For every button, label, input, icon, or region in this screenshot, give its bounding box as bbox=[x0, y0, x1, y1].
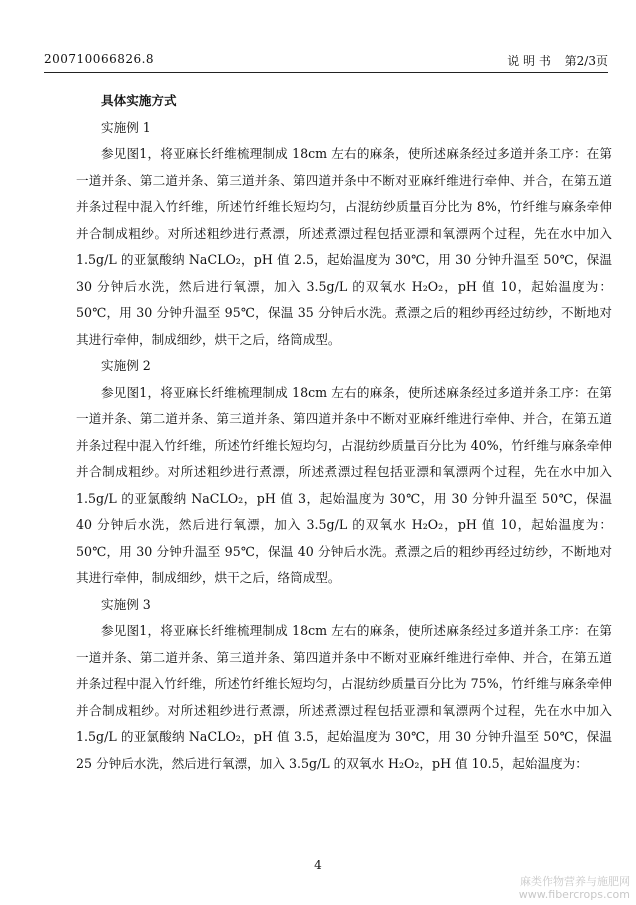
example-3-title: 实施例 3 bbox=[101, 596, 151, 612]
watermark-line-2: www.fibercrops.com bbox=[518, 888, 630, 901]
page-header bbox=[44, 46, 608, 73]
example-2-title: 实施例 2 bbox=[101, 358, 151, 373]
document-body bbox=[76, 88, 612, 777]
document-number: 200710066826.8 bbox=[44, 52, 155, 66]
example-2-body: 参见图1，将亚麻长纤维梳理制成 18cm 左右的麻条，使所述麻条经过多道并条工序：在第一道并条、第二道并条、第三道并条、第四道并条中不断对亚麻纤维进行牵伸、并合，在第五道并条过程中混入竹纤维，所述竹纤维长短均匀，占混纺纱质量百分比为 40%，竹纤维与麻条牵伸并合制成粗纱。对所述粗纱进行煮漂，所述煮漂过程包括亚漂和氧漂两个过程，先在水中加入 1.5g/L 的亚氯酸纳 NaCLO₂，pH 值 3，起始温度为 30℃，用 30 分钟升温至 50℃，保温 40 分钟后水洗，然后进行氧漂，加入 3.5g/L 的双氧水 H₂O₂，pH 值 10，起始温度为：50℃，用 30 分钟升温至 95℃，保温 40 分钟后水洗。煮漂之后的粗纱再经过纺纱，不断地对其进行牵伸，制成细纱，烘干之后，络筒成型。 bbox=[76, 384, 612, 585]
section-title: 具体实施方式 bbox=[101, 93, 177, 108]
example-1-body: 参见图1，将亚麻长纤维梳理制成 18cm 左右的麻条，使所述麻条经过多道并条工序：在第一道并条、第二道并条、第三道并条、第四道并条中不断对亚麻纤维进行牵伸、并合，在第五道并条过程中混入竹纤维，所述竹纤维长短均匀，占混纺纱质量百分比为 8%，竹纤维与麻条牵伸并合制成粗纱。对所述粗纱进行煮漂，所述煮漂过程包括亚漂和氧漂两个过程，先在水中加入 1.5g/L 的亚氯酸纳 NaCLO₂，pH 值 2.5，起始温度为 30℃，用 30 分钟升温至 50℃，保温 30 分钟后水洗，然后进行氧漂，加入 3.5g/L 的双氧水 H₂O₂，pH 值 10，起始温度为：50℃，用 30 分钟升温至 95℃，保温 35 分钟后水洗。煮漂之后的粗纱再经过纺纱，不断地对其进行牵伸，制成细纱，烘干之后，络筒成型。 bbox=[76, 146, 612, 347]
example-1-title: 实施例 1 bbox=[101, 119, 151, 135]
page-number: 4 bbox=[314, 858, 322, 872]
watermark-line-1: 麻类作物营养与施肥网 bbox=[520, 875, 630, 888]
watermark bbox=[519, 875, 630, 901]
section-label: 说 明 书 bbox=[507, 54, 551, 68]
header-right bbox=[497, 52, 608, 69]
example-3-body: 参见图1，将亚麻长纤维梳理制成 18cm 左右的麻条，使所述麻条经过多道并条工序：在第一道并条、第二道并条、第三道并条、第四道并条中不断对亚麻纤维进行牵伸、并合，在第五道并条过程中混入竹纤维，所述竹纤维长短均匀，占混纺纱质量百分比为 75%，竹纤维与麻条牵伸并合制成粗纱。对所述粗纱进行煮漂，所述煮漂过程包括亚漂和氧漂两个过程，先在水中加入 1.5g/L 的亚氯酸纳 NaCLO₂，pH 值 3.5，起始温度为 30℃，用 30 分钟升温至 50℃，保温 25 分钟后水洗，然后进行氧漂，加入 3.5g/L 的双氧水 H₂O₂，pH 值 10.5，起始温度为： bbox=[76, 623, 612, 771]
page-info: 第2/3页 bbox=[564, 54, 608, 68]
